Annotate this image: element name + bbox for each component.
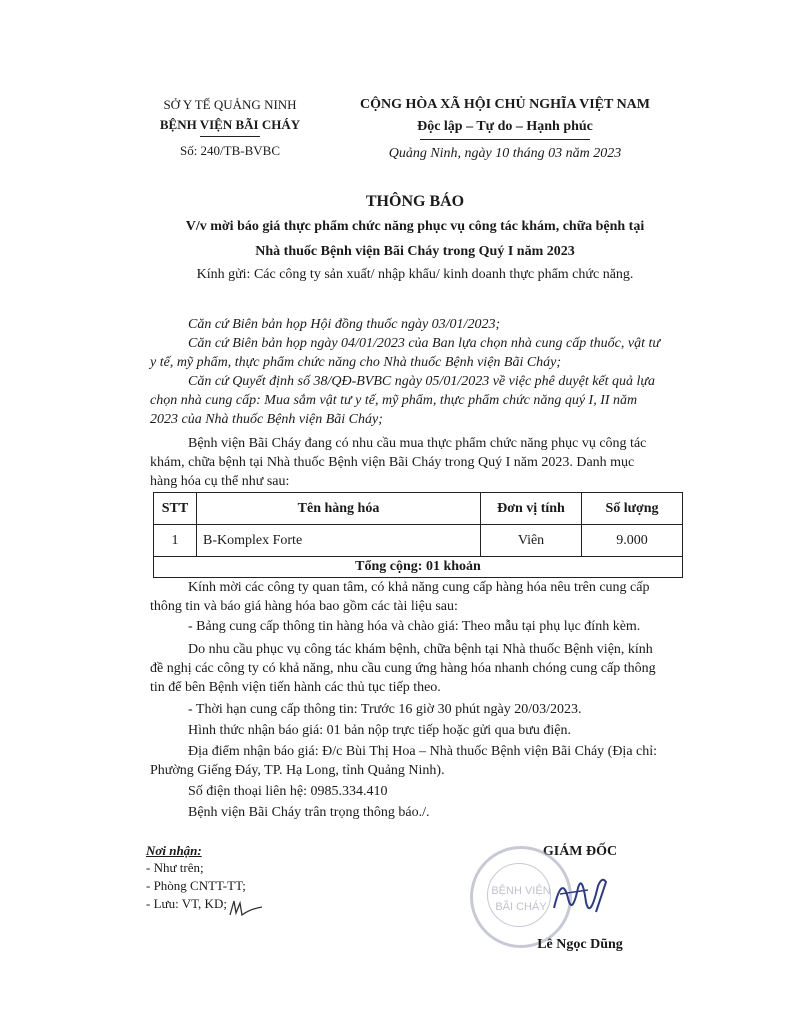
header-stt: STT: [154, 493, 197, 525]
body-line-11: Số điện thoại liên hệ: 0985.334.410: [188, 784, 388, 799]
intro-line-2: khám, chữa bệnh tại Nhà thuốc Bệnh viện Bãi Cháy trong Quý I năm 2023. Danh mục: [150, 455, 635, 470]
director-signature: [548, 868, 618, 928]
body-line-9: Địa điểm nhận báo giá: Đ/c Bùi Thị Hoa – Nhà thuốc Bệnh viện Bãi Cháy (Địa chỉ:: [188, 744, 658, 759]
cell-quantity: 9.000: [582, 525, 683, 557]
subject-line-1: V/v mời báo giá thực phẩm chức năng phục vụ công tác khám, chữa bệnh tại: [185, 219, 645, 234]
table-row: [154, 525, 683, 557]
recipient-item: - Phòng CNTT-TT;: [146, 878, 246, 893]
initials-scribble: [226, 897, 266, 921]
nation-title: CỘNG HÒA XÃ HỘI CHỦ NGHĨA VIỆT NAM: [359, 97, 650, 112]
basis-line-5: chọn nhà cung cấp: Mua sắm vật tư y tế, mỹ phẩm, thực phẩm chức năng quý I, II năm: [150, 393, 638, 408]
org-underline: [200, 136, 260, 137]
signer-name: Lê Ngọc Dũng: [537, 937, 623, 952]
intro-line-3: hàng hóa cụ thể như sau:: [150, 474, 290, 489]
body-line-10: Phường Giếng Đáy, TP. Hạ Long, tỉnh Quảng Ninh).: [150, 763, 445, 778]
body-line-1: Kính mời các công ty quan tâm, có khả năng cung cấp hàng hóa nêu trên cung cấp: [188, 580, 650, 595]
basis-line-3: y tế, mỹ phẩm, thực phẩm chức năng cho Nhà thuốc Bệnh viện Bãi Cháy;: [150, 355, 562, 370]
header-item-name: Tên hàng hóa: [197, 493, 481, 525]
basis-line-4: Căn cứ Quyết định số 38/QĐ-BVBC ngày 05/01/2023 về việc phê duyệt kết quả lựa: [188, 374, 656, 389]
goods-table: [153, 492, 683, 578]
cell-unit: Viên: [481, 525, 582, 557]
table-total-row: [154, 557, 683, 578]
org-parent: SỞ Y TẾ QUẢNG NINH: [163, 97, 297, 112]
basis-line-1: Căn cứ Biên bản họp Hội đồng thuốc ngày 03/01/2023;: [188, 317, 501, 332]
recipient-item: - Lưu: VT, KD;: [146, 896, 227, 911]
table-header-row: [154, 493, 683, 525]
body-line-12: Bệnh viện Bãi Cháy trân trọng thông báo./.: [188, 805, 430, 820]
motto-underline: [420, 139, 590, 140]
recipients-title: Nơi nhận:: [146, 843, 202, 858]
doc-number: Số: 240/TB-BVBC: [179, 143, 281, 158]
header-unit: Đơn vị tính: [481, 493, 582, 525]
intro-line-1: Bệnh viện Bãi Cháy đang có nhu cầu mua thực phẩm chức năng phục vụ công tác: [188, 436, 647, 451]
header-quantity: Số lượng: [582, 493, 683, 525]
basis-line-2: Căn cứ Biên bản họp ngày 04/01/2023 của Ban lựa chọn nhà cung cấp thuốc, vật tư: [188, 336, 661, 351]
body-line-4: Do nhu cầu phục vụ công tác khám bệnh, chữa bệnh tại Nhà thuốc Bệnh viện, kính: [188, 642, 653, 657]
body-line-2: thông tin và báo giá hàng hóa bao gồm các tài liệu sau:: [150, 599, 458, 614]
body-line-8: Hình thức nhận báo giá: 01 bản nộp trực tiếp hoặc gửi qua bưu điện.: [188, 723, 571, 738]
body-line-5: đề nghị các công ty có khả năng, nhu cầu cung ứng hàng hóa nhanh chóng cung cấp thông: [150, 661, 656, 676]
cell-stt: 1: [154, 525, 197, 557]
motto: Độc lập – Tự do – Hạnh phúc: [417, 119, 593, 134]
basis-line-6: 2023 của Nhà thuốc Bệnh viện Bãi Cháy;: [150, 412, 383, 427]
place-date: Quảng Ninh, ngày 10 tháng 03 năm 2023: [388, 146, 622, 161]
cell-total: Tổng cộng: 01 khoản: [154, 557, 683, 578]
signer-title: GIÁM ĐỐC: [542, 844, 618, 859]
stamp-line-2: BÃI CHÁY: [495, 901, 547, 913]
body-line-3: - Bảng cung cấp thông tin hàng hóa và chào giá: Theo mẫu tại phụ lục đính kèm.: [188, 619, 641, 634]
body-line-7: - Thời hạn cung cấp thông tin: Trước 16 giờ 30 phút ngày 20/03/2023.: [188, 702, 582, 717]
stamp-line-1: BỆNH VIỆN: [491, 885, 551, 897]
cell-item-name: B-Komplex Forte: [197, 525, 481, 557]
body-line-6: tin để bên Bệnh viện tiến hành các thủ tục tiếp theo.: [150, 680, 441, 695]
org-name: BỆNH VIỆN BÃI CHÁY: [159, 117, 301, 132]
doc-type-title: THÔNG BÁO: [365, 193, 465, 210]
recipients-line: Kính gửi: Các công ty sản xuất/ nhập khẩu/ kinh doanh thực phẩm chức năng.: [196, 267, 634, 282]
recipient-item: - Như trên;: [146, 860, 204, 875]
subject-line-2: Nhà thuốc Bệnh viện Bãi Cháy trong Quý I năm 2023: [255, 244, 575, 259]
